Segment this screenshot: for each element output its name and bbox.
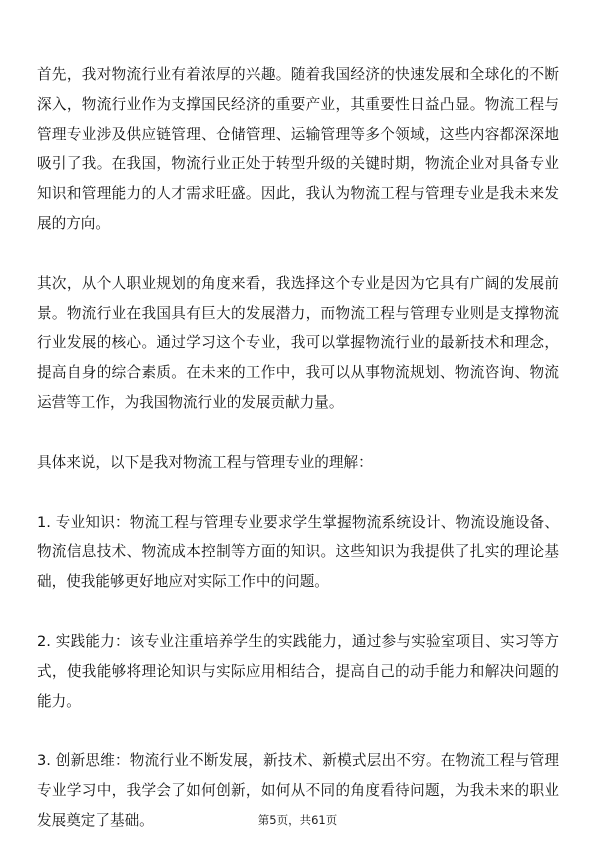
- list-item-innovation: 3. 创新思维：物流行业不断发展，新技术、新模式层出不穷。在物流工程与管理专业学习中，我学会了如何创新，如何从不同的角度看待问题，为我未来的职业发展奠定了基础。: [37, 752, 559, 829]
- list-item-practice: 2. 实践能力：该专业注重培养学生的实践能力，通过参与实验室项目、实习等方式，使我能够将理论知识与实际应用相结合，提高自己的动手能力和解决问题的能力。: [37, 632, 559, 710]
- paragraph-gap: [37, 239, 559, 269]
- paragraph-career: 其次，从个人职业规划的角度来看，我选择这个专业是因为它具有广阔的发展前景。物流行业在我国具有巨大的发展潜力，而物流工程与管理专业则是支撑物流行业发展的核心。通过学习这个专业，我可以掌握物流行业的最新技术和理念，提高自身的综合素质。在未来的工作中，我可以从事物流规划、物流咨询、物流运营等工作，为我国物流行业的发展贡献力量。: [37, 274, 559, 411]
- list-item-knowledge: 1. 专业知识：物流工程与管理专业要求学生掌握物流系统设计、物流设施设备、物流信息技术、物流成本控制等方面的知识。这些知识为我提供了扎实的理论基础，使我能够更好地应对实际工作中的问题。: [37, 513, 559, 591]
- paragraph-gap: [37, 418, 559, 448]
- document-body: [37, 60, 559, 836]
- paragraph-gap: [37, 597, 559, 627]
- paragraph-intro-list: 具体来说，以下是我对物流工程与管理专业的理解：: [37, 453, 373, 471]
- paragraph-gap: [37, 716, 559, 746]
- paragraph-interest: 首先，我对物流行业有着浓厚的兴趣。随着我国经济的快速发展和全球化的不断深入，物流行业作为支撑国民经济的重要产业，其重要性日益凸显。物流工程与管理专业涉及供应链管理、仓储管理、运输管理等多个领域，这些内容都深深地吸引了我。在我国，物流行业正处于转型升级的关键时期，物流企业对具备专业知识和管理能力的人才需求旺盛。因此，我认为物流工程与管理专业是我未来发展的方向。: [37, 66, 559, 232]
- page-number: 第5页，共61页: [257, 813, 338, 827]
- paragraph-gap: [37, 478, 559, 508]
